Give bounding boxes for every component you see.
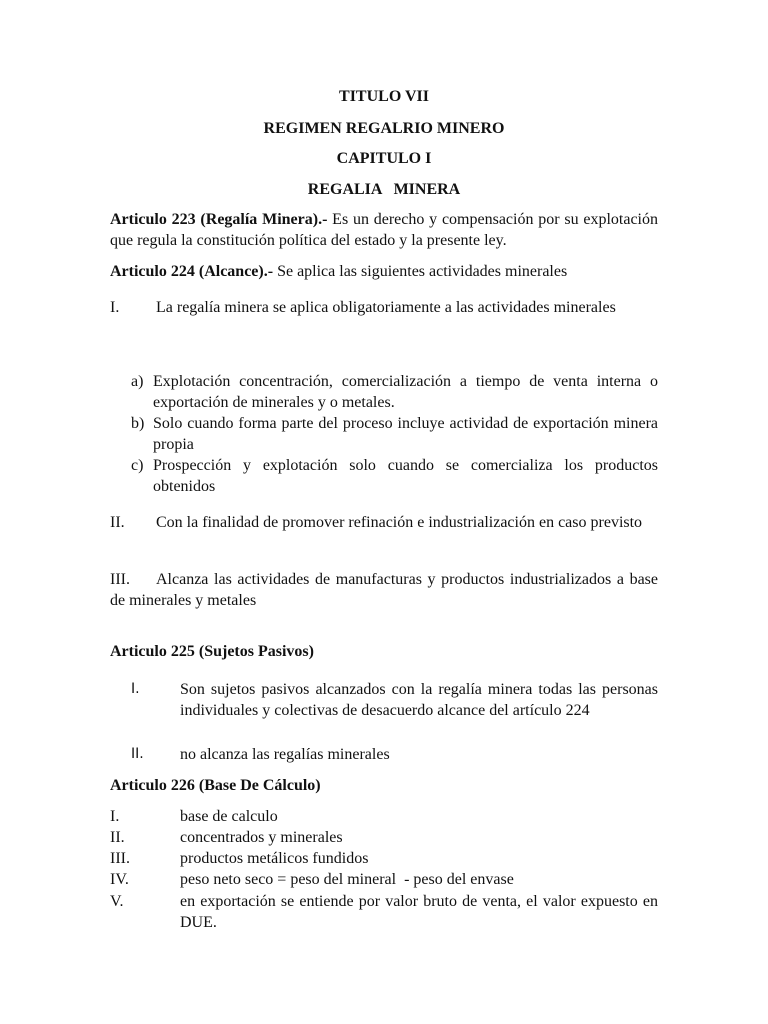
art224-item-2-text: Con la finalidad de promover refinación e industrialización en caso previsto — [156, 514, 643, 531]
art223-title: Articulo 223 (Regalía Minera).- — [110, 211, 328, 228]
art223-paragraph — [110, 209, 658, 251]
art226-item-4-marker: IV. — [110, 871, 129, 888]
art226-item-2-marker: II. — [110, 829, 125, 846]
art223-text: Es un derecho y compensación por su explotación que regula la constitución política del estado y la presente ley. — [110, 211, 658, 249]
art226-item-5-marker: V. — [110, 893, 124, 910]
regalia-heading: REGALIA MINERA — [307, 181, 461, 198]
art224-title: Articulo 224 (Alcance).- — [110, 263, 274, 280]
art226-item-3-marker: III. — [110, 850, 130, 867]
art225-item-2-marker: II. — [131, 746, 144, 762]
alpha-a-marker: a) — [131, 373, 144, 390]
regimen-heading: REGIMEN REGALRIO MINERO — [263, 120, 505, 137]
alpha-b-text: Solo cuando forma parte del proceso incluye actividad de exportación minera propia — [153, 415, 658, 453]
art225-item-1-marker: I. — [131, 681, 140, 697]
art224-text: Se aplica las siguientes actividades minerales — [273, 263, 568, 280]
art224-item-1-text: La regalía minera se aplica obligatoriamente a las actividades minerales — [156, 299, 616, 316]
alpha-a-text: Explotación concentración, comercialización a tiempo de venta interna o exportación de minerales y o metales. — [153, 373, 658, 411]
art224-item-3-text: Alcanza las actividades de manufacturas y productos industrializados a base de minerales y metales — [110, 571, 658, 609]
art225-item-1-text: Son sujetos pasivos alcanzados con la regalía minera todas las personas individuales y colectivas de desacuerdo alcance del artículo 224 — [180, 681, 658, 719]
alpha-c-marker: c) — [131, 457, 144, 474]
art224-paragraph — [110, 261, 658, 282]
art226-item-5-text: en exportación se entiende por valor bruto de venta, el valor expuesto en DUE. — [180, 893, 658, 931]
titulo-heading: TITULO VII — [339, 88, 429, 105]
art226-item-3-text: productos metálicos fundidos — [180, 850, 369, 867]
art225-title: Articulo 225 (Sujetos Pasivos) — [110, 643, 314, 660]
art224-item-2-marker: II. — [110, 514, 125, 531]
art224-item-1-marker: I. — [110, 299, 120, 316]
alpha-c-text: Prospección y explotación solo cuando se comercializa los productos obtenidos — [153, 457, 658, 495]
art226-item-1-marker: I. — [110, 808, 120, 825]
alpha-b-marker: b) — [131, 415, 145, 432]
art226-item-1-text: base de calculo — [180, 808, 278, 825]
art226-title: Articulo 226 (Base De Cálculo) — [110, 777, 321, 794]
art226-item-4-text: peso neto seco = peso del mineral - peso del envase — [180, 871, 514, 888]
art226-item-2-text: concentrados y minerales — [180, 829, 343, 846]
art224-item-3-marker: III. — [110, 571, 130, 588]
capitulo-heading: CAPITULO I — [336, 150, 432, 167]
art225-item-2-text: no alcanza las regalías minerales — [180, 746, 390, 763]
